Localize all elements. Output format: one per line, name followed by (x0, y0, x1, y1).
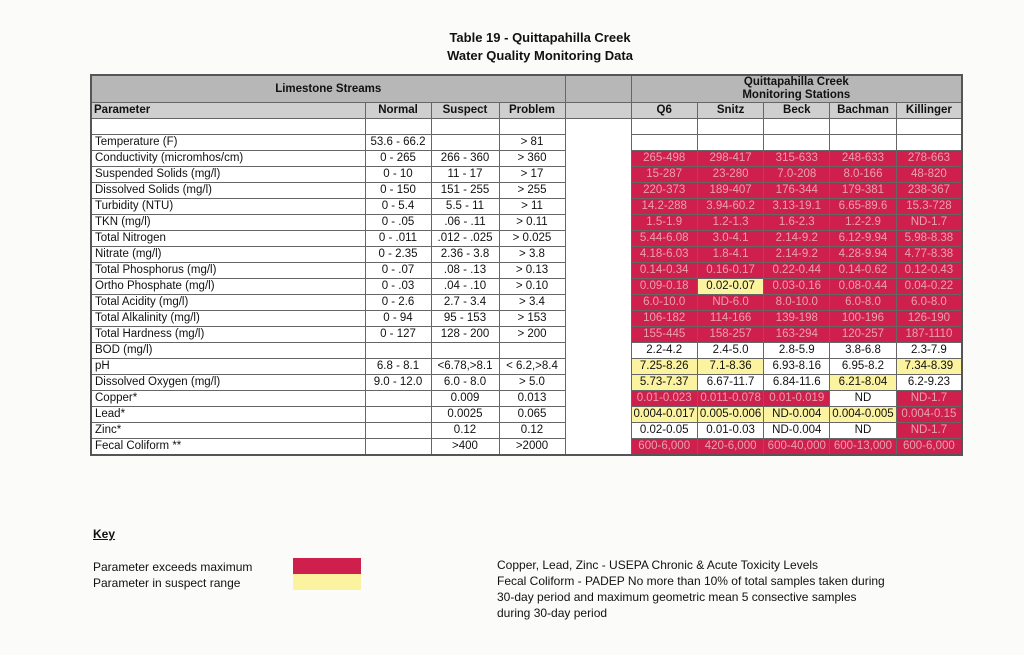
col-header-parameter: Parameter (91, 103, 365, 119)
station-cell: 15-287 (631, 167, 697, 183)
note-line: 30-day period and maximum geometric mean 5 consective samples (497, 590, 857, 604)
criteria-cell: > 255 (499, 183, 565, 199)
col-header-normal: Normal (365, 103, 431, 119)
station-cell: ND (830, 423, 896, 439)
separator-cell (565, 151, 631, 167)
station-cell: 7.0-208 (764, 167, 830, 183)
station-cell: 2.14-9.2 (764, 231, 830, 247)
station-cell: 220-373 (631, 183, 697, 199)
station-cell: 0.22-0.44 (764, 263, 830, 279)
criteria-cell: > 17 (499, 167, 565, 183)
station-cell: 298-417 (697, 151, 763, 167)
parameter-cell: TKN (mg/l) (91, 215, 365, 231)
criteria-cell: > 200 (499, 327, 565, 343)
station-cell: 3.0-4.1 (697, 231, 763, 247)
station-cell: 2.14-9.2 (764, 247, 830, 263)
station-cell: 6.0-8.0 (830, 295, 896, 311)
criteria-cell: 2.7 - 3.4 (431, 295, 499, 311)
station-cell: 2.2-4.2 (631, 343, 697, 359)
station-cell: 6.0-8.0 (896, 295, 962, 311)
station-cell: 0.09-0.18 (631, 279, 697, 295)
separator-cell (565, 263, 631, 279)
station-cell: 1.8-4.1 (697, 247, 763, 263)
separator-cell (565, 231, 631, 247)
station-cell: 8.0-10.0 (764, 295, 830, 311)
station-cell: 0.005-0.006 (697, 407, 763, 423)
separator-cell (565, 439, 631, 456)
station-cell: 315-633 (764, 151, 830, 167)
criteria-cell: 0 - 2.35 (365, 247, 431, 263)
parameter-cell: Copper* (91, 391, 365, 407)
separator-cell (565, 135, 631, 151)
separator-cell (565, 279, 631, 295)
criteria-cell: 11 - 17 (431, 167, 499, 183)
station-cell: 0.01-0.019 (764, 391, 830, 407)
criteria-cell: 6.0 - 8.0 (431, 375, 499, 391)
station-cell (896, 135, 962, 151)
criteria-cell: 0.013 (499, 391, 565, 407)
criteria-cell: 0.12 (499, 423, 565, 439)
table-row (91, 327, 962, 343)
criteria-cell: > 3.4 (499, 295, 565, 311)
note-line: Copper, Lead, Zinc - USEPA Chronic & Acute Toxicity Levels (497, 558, 819, 572)
station-cell: 0.02-0.05 (631, 423, 697, 439)
criteria-cell: 0.12 (431, 423, 499, 439)
criteria-cell: 95 - 153 (431, 311, 499, 327)
station-cell (631, 135, 697, 151)
station-cell: 0.16-0.17 (697, 263, 763, 279)
station-cell: 6.95-8.2 (830, 359, 896, 375)
table-row (91, 247, 962, 263)
station-cell: 126-190 (896, 311, 962, 327)
station-cell (697, 135, 763, 151)
station-cell: 6.0-10.0 (631, 295, 697, 311)
criteria-cell (365, 439, 431, 456)
station-cell: 8.0-166 (830, 167, 896, 183)
station-cell: 420-6,000 (697, 439, 763, 456)
spacer-row (91, 119, 962, 135)
parameter-cell: Nitrate (mg/l) (91, 247, 365, 263)
criteria-cell: .012 - .025 (431, 231, 499, 247)
station-cell: 6.65-89.6 (830, 199, 896, 215)
station-cell: 0.011-0.078 (697, 391, 763, 407)
station-cell: 4.77-8.38 (896, 247, 962, 263)
table-row (91, 407, 962, 423)
station-cell: 0.14-0.62 (830, 263, 896, 279)
table-row (91, 183, 962, 199)
station-cell: ND-1.7 (896, 423, 962, 439)
criteria-cell (499, 343, 565, 359)
table-title: Table 19 - Quittapahilla Creek (449, 30, 631, 45)
station-cell: 6.93-8.16 (764, 359, 830, 375)
column-header-row (91, 103, 962, 119)
station-cell: 248-633 (830, 151, 896, 167)
criteria-cell (431, 135, 499, 151)
station-cell: 0.01-0.03 (697, 423, 763, 439)
station-cell: 600-40,000 (764, 439, 830, 456)
station-cell: 15.3-728 (896, 199, 962, 215)
station-cell: 6.2-9.23 (896, 375, 962, 391)
criteria-cell (365, 343, 431, 359)
criteria-cell: < 6.2,>8.4 (499, 359, 565, 375)
table-row (91, 375, 962, 391)
parameter-cell: Zinc* (91, 423, 365, 439)
station-cell: ND-1.7 (896, 391, 962, 407)
criteria-cell: > 360 (499, 151, 565, 167)
parameter-cell: Temperature (F) (91, 135, 365, 151)
parameter-cell: Total Acidity (mg/l) (91, 295, 365, 311)
table-row (91, 279, 962, 295)
criteria-cell: 266 - 360 (431, 151, 499, 167)
criteria-cell: 0 - .05 (365, 215, 431, 231)
station-cell: 106-182 (631, 311, 697, 327)
table-row (91, 391, 962, 407)
station-cell: 163-294 (764, 327, 830, 343)
criteria-cell: 5.5 - 11 (431, 199, 499, 215)
note-line: Fecal Coliform - PADEP No more than 10% of total samples taken during (497, 574, 885, 588)
criteria-cell: 151 - 255 (431, 183, 499, 199)
water-quality-table (90, 74, 963, 456)
station-cell: 2.8-5.9 (764, 343, 830, 359)
table-row (91, 151, 962, 167)
criteria-cell: 0 - .03 (365, 279, 431, 295)
criteria-cell (365, 391, 431, 407)
parameter-cell: Suspended Solids (mg/l) (91, 167, 365, 183)
separator-cell (565, 183, 631, 199)
station-cell: 14.2-288 (631, 199, 697, 215)
criteria-cell: 53.6 - 66.2 (365, 135, 431, 151)
station-cell: 1.2-2.9 (830, 215, 896, 231)
criteria-cell: 0.065 (499, 407, 565, 423)
criteria-cell (365, 407, 431, 423)
criteria-cell: > 3.8 (499, 247, 565, 263)
separator-cell (565, 359, 631, 375)
station-cell: 7.25-8.26 (631, 359, 697, 375)
station-cell: 0.08-0.44 (830, 279, 896, 295)
station-cell (764, 135, 830, 151)
key-suspect-swatch (293, 574, 361, 590)
separator-cell (565, 295, 631, 311)
key-exceeds-swatch (293, 558, 361, 574)
station-cell: 114-166 (697, 311, 763, 327)
station-cell: 4.28-9.94 (830, 247, 896, 263)
station-cell: 2.3-7.9 (896, 343, 962, 359)
criteria-cell: 0 - 265 (365, 151, 431, 167)
limestone-streams-header: Limestone Streams (91, 75, 565, 103)
station-cell: 189-407 (697, 183, 763, 199)
criteria-cell (431, 343, 499, 359)
station-cell: 278-663 (896, 151, 962, 167)
station-cell: 600-6,000 (631, 439, 697, 456)
separator-cell (565, 215, 631, 231)
station-cell: 48-820 (896, 167, 962, 183)
station-cell: 0.01-0.023 (631, 391, 697, 407)
col-header-killinger: Killinger (896, 103, 962, 119)
station-cell: 0.004-0.005 (830, 407, 896, 423)
parameter-cell: pH (91, 359, 365, 375)
notes (497, 557, 885, 621)
criteria-cell: 0.0025 (431, 407, 499, 423)
key-exceeds-label: Parameter exceeds maximum (93, 560, 253, 574)
parameter-cell: Turbidity (NTU) (91, 199, 365, 215)
col-header-suspect: Suspect (431, 103, 499, 119)
criteria-cell: > 0.13 (499, 263, 565, 279)
station-cell: 0.12-0.43 (896, 263, 962, 279)
table-row (91, 215, 962, 231)
parameter-cell: Total Alkalinity (mg/l) (91, 311, 365, 327)
criteria-cell: >400 (431, 439, 499, 456)
station-cell: 0.004-0.017 (631, 407, 697, 423)
criteria-cell: > 5.0 (499, 375, 565, 391)
criteria-cell: 6.8 - 8.1 (365, 359, 431, 375)
separator-cell (565, 167, 631, 183)
col-header-q6: Q6 (631, 103, 697, 119)
station-cell: 238-367 (896, 183, 962, 199)
separator-cell (565, 311, 631, 327)
key-suspect-label: Parameter in suspect range (93, 576, 241, 590)
table-row (91, 263, 962, 279)
criteria-cell: <6.78,>8.1 (431, 359, 499, 375)
station-cell: 2.4-5.0 (697, 343, 763, 359)
table-row (91, 295, 962, 311)
separator-cell (565, 423, 631, 439)
criteria-cell: >2000 (499, 439, 565, 456)
table-row (91, 343, 962, 359)
note-line: during 30-day period (497, 606, 608, 620)
station-cell: 1.5-1.9 (631, 215, 697, 231)
table-row (91, 167, 962, 183)
station-cell: 3.13-19.1 (764, 199, 830, 215)
separator-cell (565, 343, 631, 359)
table-row (91, 231, 962, 247)
key-title: Key (93, 527, 116, 541)
parameter-cell: Ortho Phosphate (mg/l) (91, 279, 365, 295)
criteria-cell: 0.009 (431, 391, 499, 407)
station-cell: ND (830, 391, 896, 407)
table-row (91, 359, 962, 375)
station-cell: 23-280 (697, 167, 763, 183)
monitoring-stations-header: Quittapahilla Creek Monitoring Stations (631, 75, 962, 103)
parameter-cell: BOD (mg/l) (91, 343, 365, 359)
col-header-beck: Beck (764, 103, 830, 119)
table-row (91, 311, 962, 327)
criteria-cell: 0 - 5.4 (365, 199, 431, 215)
station-cell: 100-196 (830, 311, 896, 327)
criteria-cell: .04 - .10 (431, 279, 499, 295)
station-cell: 176-344 (764, 183, 830, 199)
parameter-cell: Conductivity (micromhos/cm) (91, 151, 365, 167)
station-cell: 158-257 (697, 327, 763, 343)
criteria-cell: 0 - 10 (365, 167, 431, 183)
station-cell: 5.44-6.08 (631, 231, 697, 247)
table-row (91, 135, 962, 151)
table-row (91, 439, 962, 456)
station-cell (830, 135, 896, 151)
station-cell: 7.34-8.39 (896, 359, 962, 375)
station-cell: ND-0.004 (764, 407, 830, 423)
criteria-cell: .06 - .11 (431, 215, 499, 231)
criteria-cell: .08 - .13 (431, 263, 499, 279)
station-cell: 6.67-11.7 (697, 375, 763, 391)
group-header-row (91, 75, 962, 103)
station-cell: 600-13,000 (830, 439, 896, 456)
criteria-cell: > 153 (499, 311, 565, 327)
station-cell: 1.2-1.3 (697, 215, 763, 231)
station-cell: 0.04-0.22 (896, 279, 962, 295)
criteria-cell (365, 423, 431, 439)
station-cell: 1.6-2.3 (764, 215, 830, 231)
station-cell: 0.02-0.07 (697, 279, 763, 295)
separator-cell (565, 327, 631, 343)
table-row (91, 199, 962, 215)
station-cell: 5.73-7.37 (631, 375, 697, 391)
criteria-cell: 2.36 - 3.8 (431, 247, 499, 263)
station-cell: 600-6,000 (896, 439, 962, 456)
parameter-cell: Total Nitrogen (91, 231, 365, 247)
criteria-cell: > 0.025 (499, 231, 565, 247)
station-cell: 0.14-0.34 (631, 263, 697, 279)
parameter-cell: Total Phosphorus (mg/l) (91, 263, 365, 279)
criteria-cell: 0 - .011 (365, 231, 431, 247)
station-cell: ND-1.7 (896, 215, 962, 231)
parameter-cell: Fecal Coliform ** (91, 439, 365, 456)
station-cell: 0.03-0.16 (764, 279, 830, 295)
table-row (91, 423, 962, 439)
separator-cell (565, 199, 631, 215)
col-header-snitz: Snitz (697, 103, 763, 119)
col-header-problem: Problem (499, 103, 565, 119)
station-cell: 120-257 (830, 327, 896, 343)
separator-cell (565, 375, 631, 391)
separator-cell (565, 407, 631, 423)
station-cell: 265-498 (631, 151, 697, 167)
criteria-cell: 9.0 - 12.0 (365, 375, 431, 391)
col-header-bachman: Bachman (830, 103, 896, 119)
criteria-cell: 0 - 127 (365, 327, 431, 343)
criteria-cell: > 11 (499, 199, 565, 215)
parameter-cell: Lead* (91, 407, 365, 423)
table-subtitle: Water Quality Monitoring Data (447, 48, 633, 63)
station-cell: 7.1-8.36 (697, 359, 763, 375)
station-cell: ND-0.004 (764, 423, 830, 439)
criteria-cell: > 81 (499, 135, 565, 151)
station-cell: 5.98-8.38 (896, 231, 962, 247)
parameter-cell: Dissolved Oxygen (mg/l) (91, 375, 365, 391)
criteria-cell: 0 - 94 (365, 311, 431, 327)
station-cell: 3.94-60.2 (697, 199, 763, 215)
station-cell: 6.12-9.94 (830, 231, 896, 247)
parameter-cell: Total Hardness (mg/l) (91, 327, 365, 343)
station-cell: 139-198 (764, 311, 830, 327)
separator-cell (565, 391, 631, 407)
station-cell: 6.21-8.04 (830, 375, 896, 391)
criteria-cell: 0 - .07 (365, 263, 431, 279)
criteria-cell: 0 - 2.6 (365, 295, 431, 311)
station-cell: 179-381 (830, 183, 896, 199)
station-cell: 187-1110 (896, 327, 962, 343)
station-cell: 0.004-0.15 (896, 407, 962, 423)
parameter-cell: Dissolved Solids (mg/l) (91, 183, 365, 199)
station-cell: 155-445 (631, 327, 697, 343)
station-cell: ND-6.0 (697, 295, 763, 311)
criteria-cell: > 0.10 (499, 279, 565, 295)
station-cell: 6.84-11.6 (764, 375, 830, 391)
station-cell: 3.8-6.8 (830, 343, 896, 359)
separator-cell (565, 247, 631, 263)
criteria-cell: > 0.11 (499, 215, 565, 231)
criteria-cell: 128 - 200 (431, 327, 499, 343)
criteria-cell: 0 - 150 (365, 183, 431, 199)
station-cell: 4.18-6.03 (631, 247, 697, 263)
